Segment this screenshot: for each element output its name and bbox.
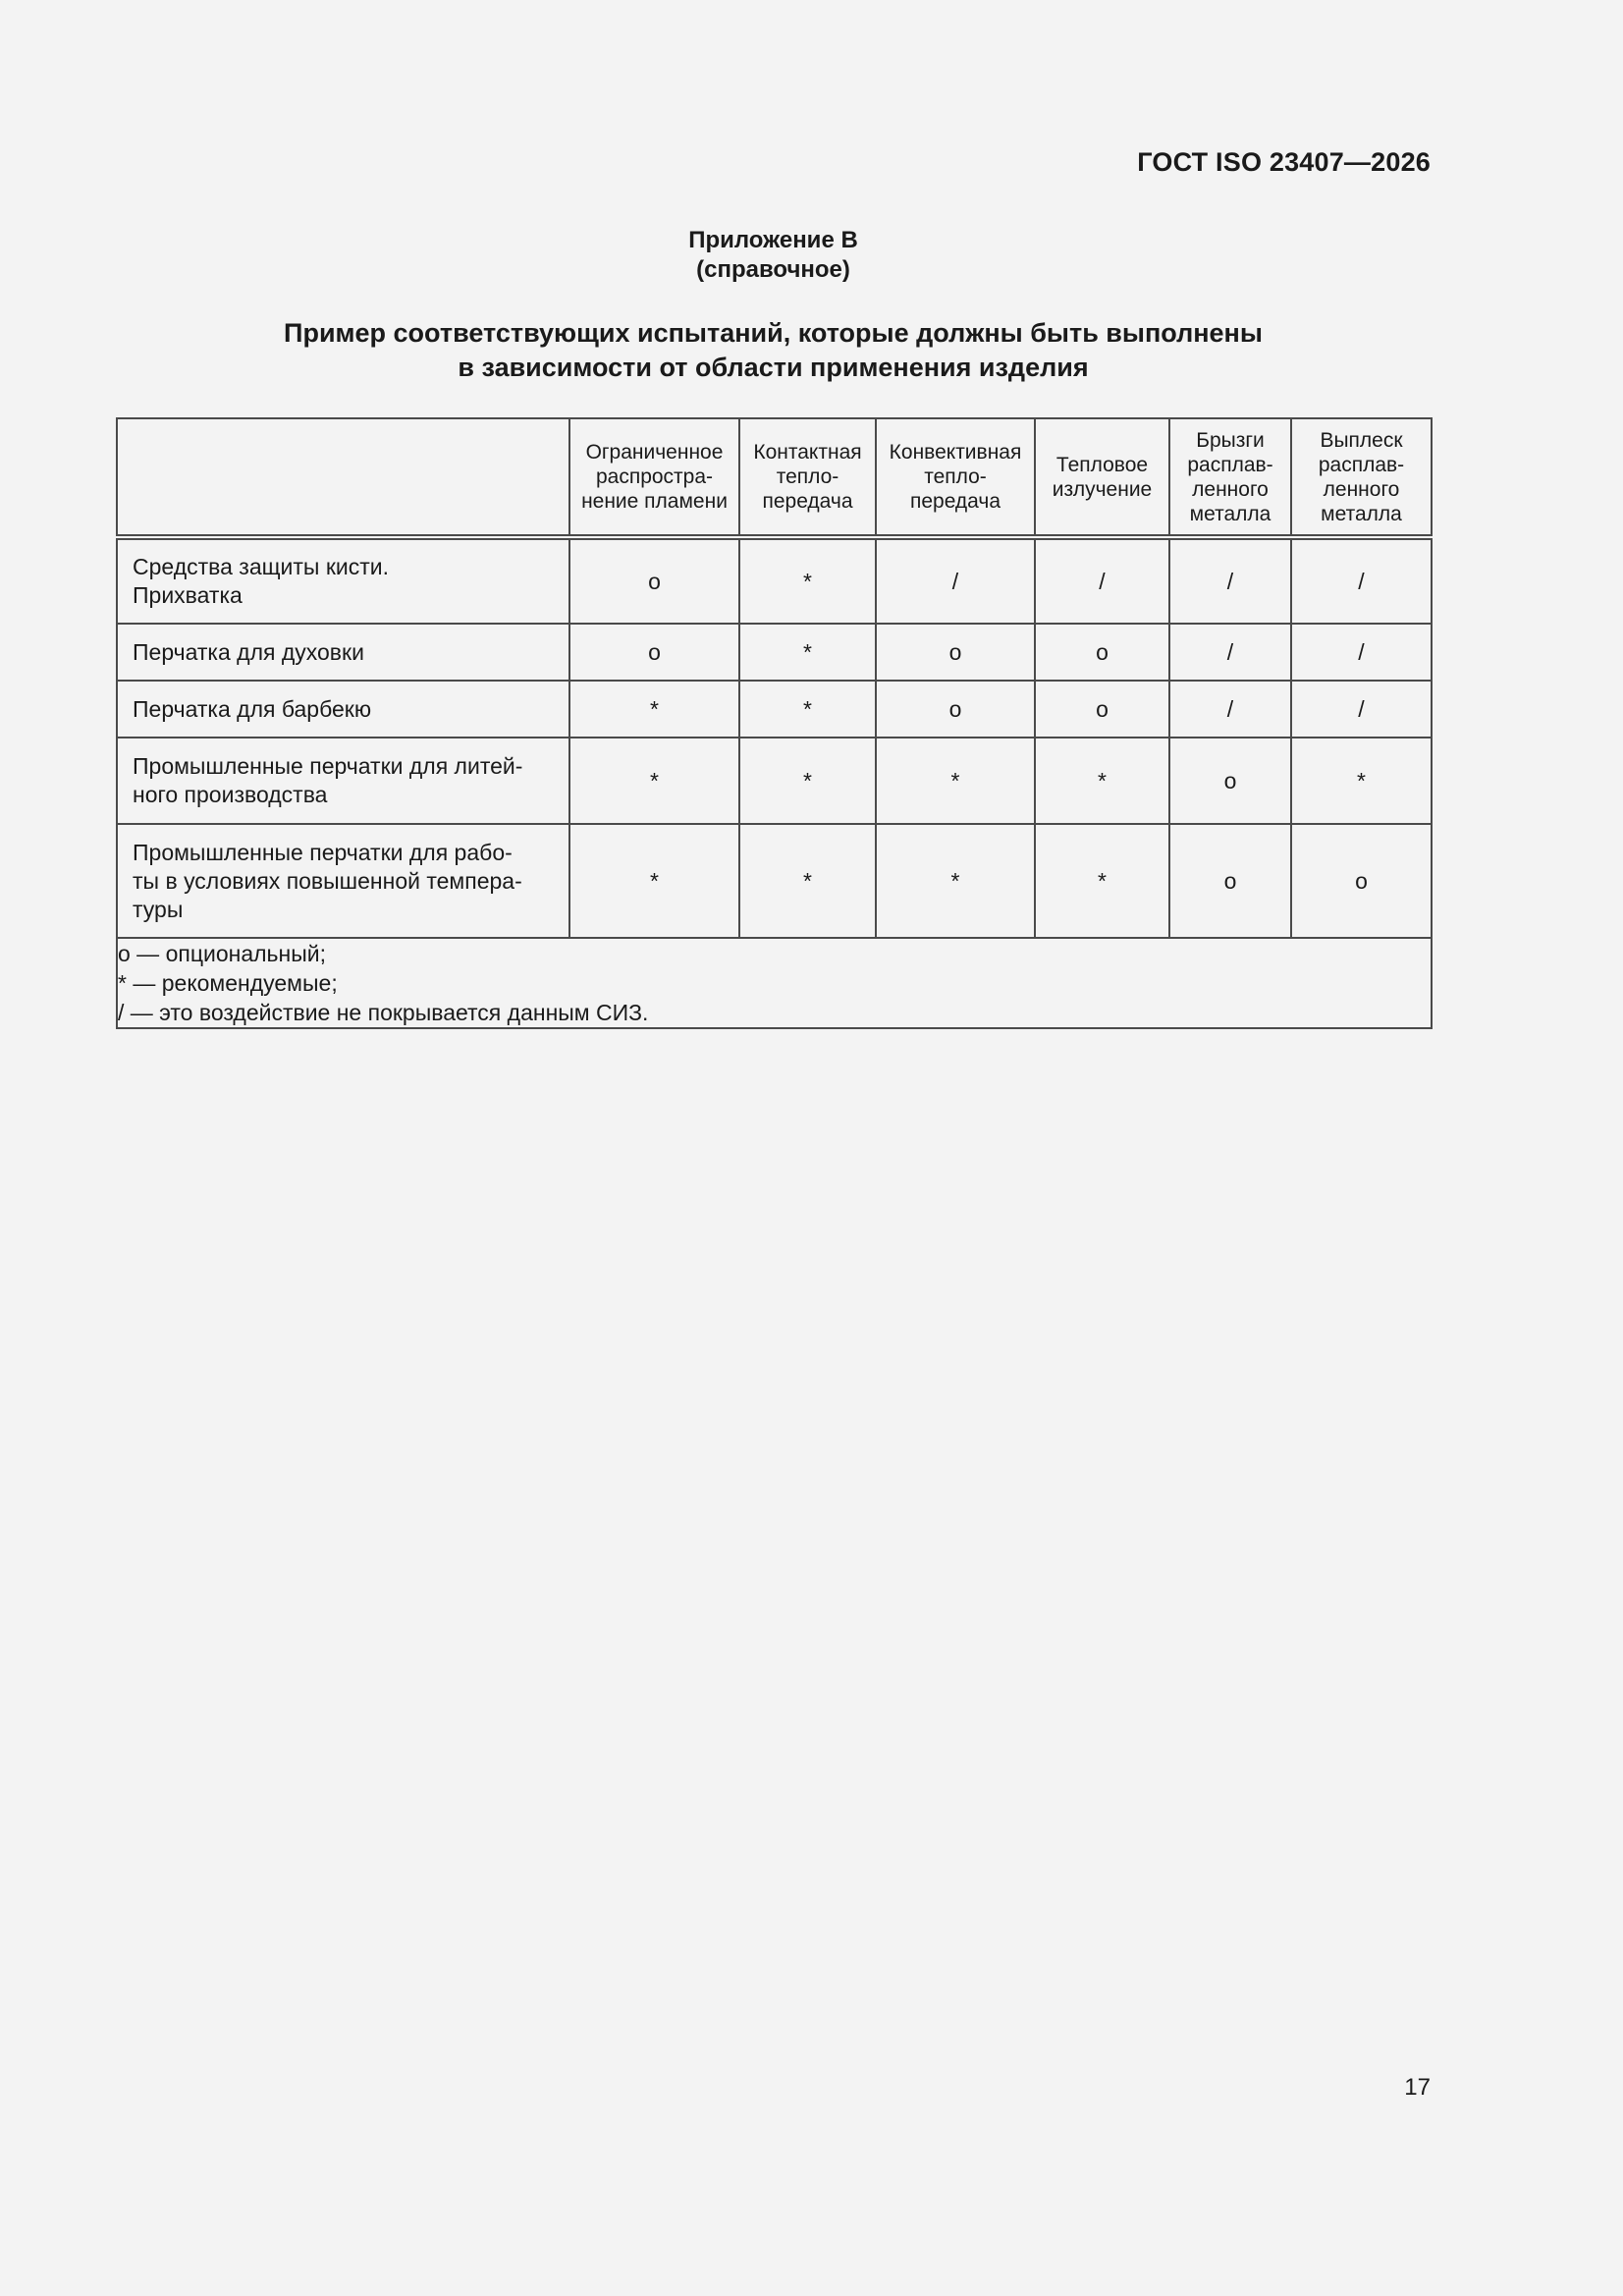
note-recommended: * — рекомендуемые; — [118, 970, 338, 996]
header-cell-metal-splash: Брызги расплав- ленного металла — [1169, 418, 1291, 537]
table-cell: * — [739, 738, 876, 824]
table-cell: / — [1169, 681, 1291, 738]
appendix-heading — [0, 226, 1546, 285]
table-cell: * — [739, 681, 876, 738]
table-cell: * — [1035, 824, 1169, 938]
notes-row — [117, 938, 1432, 1028]
table-row — [117, 624, 1432, 681]
table-cell: о — [1291, 824, 1432, 938]
table-row — [117, 738, 1432, 824]
table-cell: * — [739, 624, 876, 681]
table-cell: / — [1291, 681, 1432, 738]
table-cell: о — [1035, 624, 1169, 681]
table-title-line-1: Пример соответствующих испытаний, которые должны быть выполнены — [284, 318, 1263, 348]
row-label: Промышленные перчатки для литей- ного производства — [117, 738, 569, 824]
appendix-label: Приложение В — [688, 227, 858, 253]
table-title-line-2: в зависимости от области применения изделия — [458, 353, 1089, 382]
note-not-covered: / — это воздействие не покрывается данным СИЗ. — [118, 1000, 649, 1025]
table-cell: о — [1169, 824, 1291, 938]
table-cell: / — [1169, 624, 1291, 681]
table-cell: / — [876, 537, 1035, 624]
table-row — [117, 681, 1432, 738]
row-label: Перчатка для барбекю — [117, 681, 569, 738]
table-cell: * — [739, 537, 876, 624]
table-cell: * — [1291, 738, 1432, 824]
table-cell: * — [739, 824, 876, 938]
header-cell-contact-heat: Контактная тепло- передача — [739, 418, 876, 537]
row-label: Перчатка для духовки — [117, 624, 569, 681]
header-row — [117, 418, 1432, 537]
table-cell: о — [569, 537, 739, 624]
table-cell: о — [876, 624, 1035, 681]
header-cell-convective-heat: Конвективная тепло- передача — [876, 418, 1035, 537]
table-title — [0, 316, 1546, 385]
appendix-type: (справочное) — [696, 256, 850, 283]
header-cell-metal-spatter: Выплеск расплав- ленного металла — [1291, 418, 1432, 537]
page-number: 17 — [1404, 2074, 1431, 2101]
header-cell-empty — [117, 418, 569, 537]
table-cell: * — [1035, 738, 1169, 824]
table-cell: / — [1035, 537, 1169, 624]
document-code: ГОСТ ISO 23407—2026 — [1137, 147, 1431, 177]
table-cell: / — [1169, 537, 1291, 624]
table-cell: о — [1169, 738, 1291, 824]
header-cell-radiant-heat: Тепловое излучение — [1035, 418, 1169, 537]
table-cell: * — [569, 824, 739, 938]
header-cell-flame: Ограниченное распростра- нение пламени — [569, 418, 739, 537]
test-matrix-table — [116, 417, 1433, 1029]
table-cell: о — [876, 681, 1035, 738]
table-cell: / — [1291, 537, 1432, 624]
row-label: Средства защиты кисти. Прихватка — [117, 537, 569, 624]
row-label: Промышленные перчатки для рабо- ты в условиях повышенной темпера- туры — [117, 824, 569, 938]
table-cell: / — [1291, 624, 1432, 681]
table-cell: * — [569, 681, 739, 738]
table-notes — [117, 938, 1432, 1028]
table-cell: * — [569, 738, 739, 824]
table-cell: о — [569, 624, 739, 681]
table-cell: о — [1035, 681, 1169, 738]
table-row — [117, 537, 1432, 624]
table-row — [117, 824, 1432, 938]
note-optional: о — опциональный; — [118, 941, 326, 966]
table-cell: * — [876, 738, 1035, 824]
table-cell: * — [876, 824, 1035, 938]
